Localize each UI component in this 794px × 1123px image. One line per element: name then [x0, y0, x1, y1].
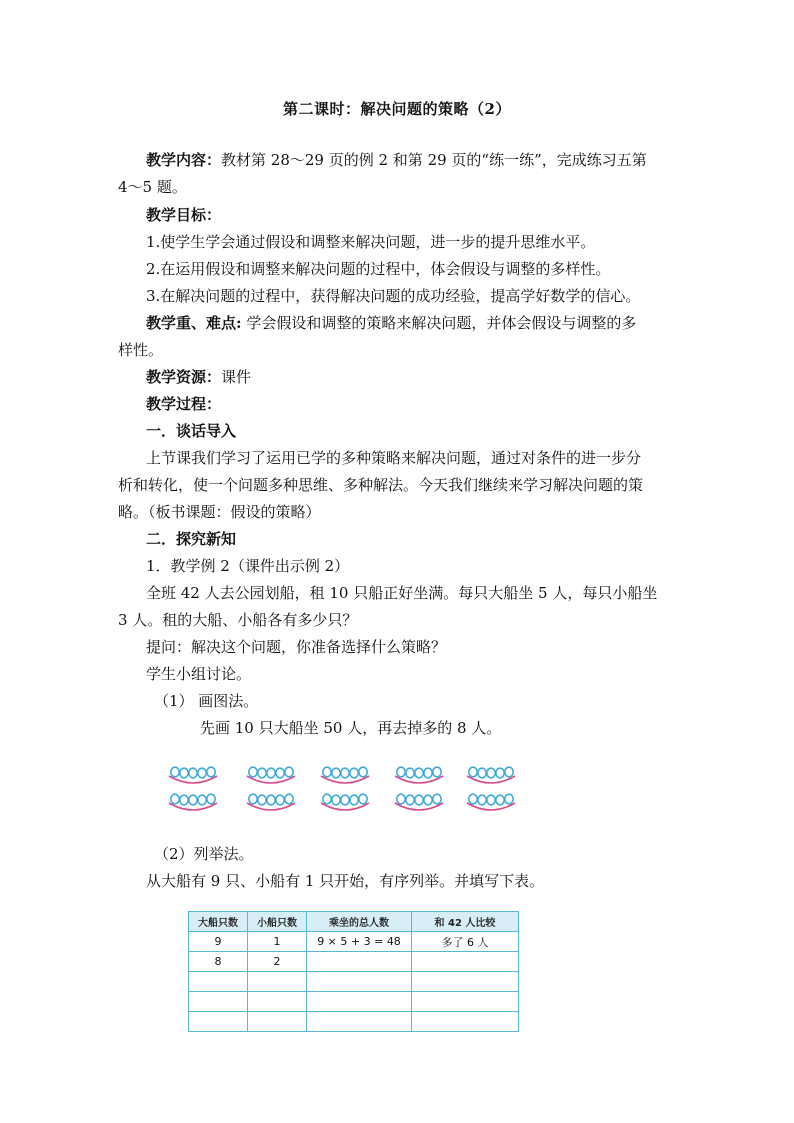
key-label: 教学重、难点: [146, 314, 242, 332]
passenger-icon [180, 795, 188, 805]
passenger-icon [433, 767, 441, 777]
passenger-icon [332, 768, 340, 778]
table-cell: 9 × 5 + 3 = 48 [307, 932, 412, 952]
passenger-icon [198, 768, 206, 778]
passenger-icon [424, 768, 432, 778]
passenger-icon [249, 767, 257, 777]
method1-description: 先画 10 只大船坐 50 人，再去掉多的 8 人。 [200, 719, 502, 737]
content-label: 教学内容： [146, 151, 222, 169]
content-text: 教材第 28～29 页的例 2 和第 29 页的“练一练”，完成练习五第 [221, 151, 647, 169]
key-line-1 [146, 313, 706, 333]
problem-line-1: 全班 42 人去公园划船，租 10 只船正好坐满。每只大船坐 5 人，每只小船坐 [146, 584, 658, 602]
section1-heading: 一．谈话导入 [146, 422, 237, 440]
goal-item-1: 1.使学生学会通过假设和调整来解决问题，进一步的提升思维水平。 [146, 233, 596, 251]
passenger-icon [341, 795, 349, 805]
header-compare: 和 42 人比较 [412, 912, 519, 932]
passenger-icon [258, 795, 266, 805]
enumeration-table [188, 911, 519, 1032]
key-line-2: 样性。 [118, 341, 164, 359]
table-cell [307, 952, 412, 972]
goal-item-3: 3.在解决问题的过程中，获得解决问题的成功经验，提高学好数学的信心。 [146, 287, 641, 305]
passenger-icon [487, 795, 495, 805]
problem-line-2: 3 人。租的大船、小船各有多少只？ [118, 611, 358, 629]
table-cell: 9 [189, 932, 248, 952]
passenger-icon [189, 768, 197, 778]
boat-icon [168, 791, 218, 817]
passenger-icon [171, 767, 179, 777]
header-big-boats: 大船只数 [189, 912, 248, 932]
section2-heading: 二．探究新知 [146, 530, 237, 548]
table-cell [189, 972, 248, 992]
passenger-icon [189, 795, 197, 805]
table-row [189, 952, 519, 972]
passenger-icon [415, 795, 423, 805]
passenger-icon [359, 767, 367, 777]
passenger-icon [207, 794, 215, 804]
boat-icon [246, 764, 296, 790]
boat-icon [320, 791, 370, 817]
goals-label: 教学目标： [146, 206, 222, 224]
boat-drawing [168, 764, 518, 824]
passenger-icon [267, 795, 275, 805]
passenger-icon [276, 768, 284, 778]
table-cell [189, 1012, 248, 1032]
table-cell: 2 [248, 952, 307, 972]
table-cell [248, 972, 307, 992]
discussion-line: 学生小组讨论。 [146, 665, 252, 683]
section1-para-1: 上节课我们学习了运用已学的多种策略来解决问题，通过对条件的进一步分 [146, 449, 642, 467]
passenger-icon [397, 794, 405, 804]
passenger-icon [505, 794, 513, 804]
passenger-icon [249, 794, 257, 804]
passenger-icon [350, 768, 358, 778]
table-cell [412, 952, 519, 972]
boat-icon [394, 791, 444, 817]
passenger-icon [285, 767, 293, 777]
method1-label: （1） 画图法。 [154, 692, 259, 710]
table-row [189, 1012, 519, 1032]
table-header-row [189, 912, 519, 932]
example-title: 1．教学例 2（课件出示例 2） [146, 557, 350, 575]
passenger-icon [267, 768, 275, 778]
passenger-icon [323, 767, 331, 777]
passenger-icon [433, 794, 441, 804]
resources-line [146, 367, 706, 387]
passenger-icon [207, 767, 215, 777]
process-label: 教学过程： [146, 395, 222, 413]
table-cell [189, 992, 248, 1012]
page-title: 第二课时：解决问题的策略（2） [283, 100, 511, 118]
passenger-icon [359, 794, 367, 804]
passenger-icon [406, 795, 414, 805]
passenger-icon [505, 767, 513, 777]
passenger-icon [276, 795, 284, 805]
passenger-icon [496, 795, 504, 805]
passenger-icon [323, 794, 331, 804]
passenger-icon [415, 768, 423, 778]
table-cell: 8 [189, 952, 248, 972]
passenger-icon [171, 794, 179, 804]
boat-icon [394, 764, 444, 790]
passenger-icon [496, 768, 504, 778]
content-line-2: 4～5 题。 [118, 178, 187, 196]
table-cell [412, 992, 519, 1012]
resources-label: 教学资源： [146, 368, 222, 386]
passenger-icon [406, 768, 414, 778]
section1-para-3: 略。（板书课题：假设的策略） [118, 503, 321, 521]
passenger-icon [180, 768, 188, 778]
question-line: 提问：解决这个问题，你准备选择什么策略？ [146, 638, 447, 656]
passenger-icon [198, 795, 206, 805]
table-cell: 多了 6 人 [412, 932, 519, 952]
boat-icon [168, 764, 218, 790]
boat-icon [320, 764, 370, 790]
table-row [189, 992, 519, 1012]
table-cell [412, 972, 519, 992]
table-row [189, 972, 519, 992]
key-text: 学会假设和调整的策略来解决问题，并体会假设与调整的多 [241, 314, 637, 332]
table-cell [248, 1012, 307, 1032]
passenger-icon [469, 794, 477, 804]
content-line-1 [146, 150, 706, 170]
table-cell [248, 992, 307, 1012]
method2-description: 从大船有 9 只、小船有 1 只开始，有序列举。并填写下表。 [146, 872, 545, 890]
table-cell [307, 992, 412, 1012]
header-small-boats: 小船只数 [248, 912, 307, 932]
resources-value: 课件 [221, 368, 252, 386]
goal-item-2: 2.在运用假设和调整来解决问题的过程中，体会假设与调整的多样性。 [146, 260, 611, 278]
passenger-icon [258, 768, 266, 778]
boat-icon [246, 791, 296, 817]
passenger-icon [469, 767, 477, 777]
passenger-icon [424, 795, 432, 805]
passenger-icon [350, 795, 358, 805]
boat-icon [466, 791, 516, 817]
table-cell [307, 1012, 412, 1032]
passenger-icon [285, 794, 293, 804]
method2-label: （2）列举法。 [154, 845, 254, 863]
header-total-people: 乘坐的总人数 [307, 912, 412, 932]
passenger-icon [341, 768, 349, 778]
passenger-icon [397, 767, 405, 777]
table-cell [412, 1012, 519, 1032]
passenger-icon [487, 768, 495, 778]
boat-icon [466, 764, 516, 790]
passenger-icon [478, 795, 486, 805]
section1-para-2: 析和转化，使一个问题多种思维、多种解法。今天我们继续来学习解决问题的策 [118, 476, 644, 494]
passenger-icon [332, 795, 340, 805]
passenger-icon [478, 768, 486, 778]
table-cell [307, 972, 412, 992]
table-cell: 1 [248, 932, 307, 952]
table-row [189, 932, 519, 952]
